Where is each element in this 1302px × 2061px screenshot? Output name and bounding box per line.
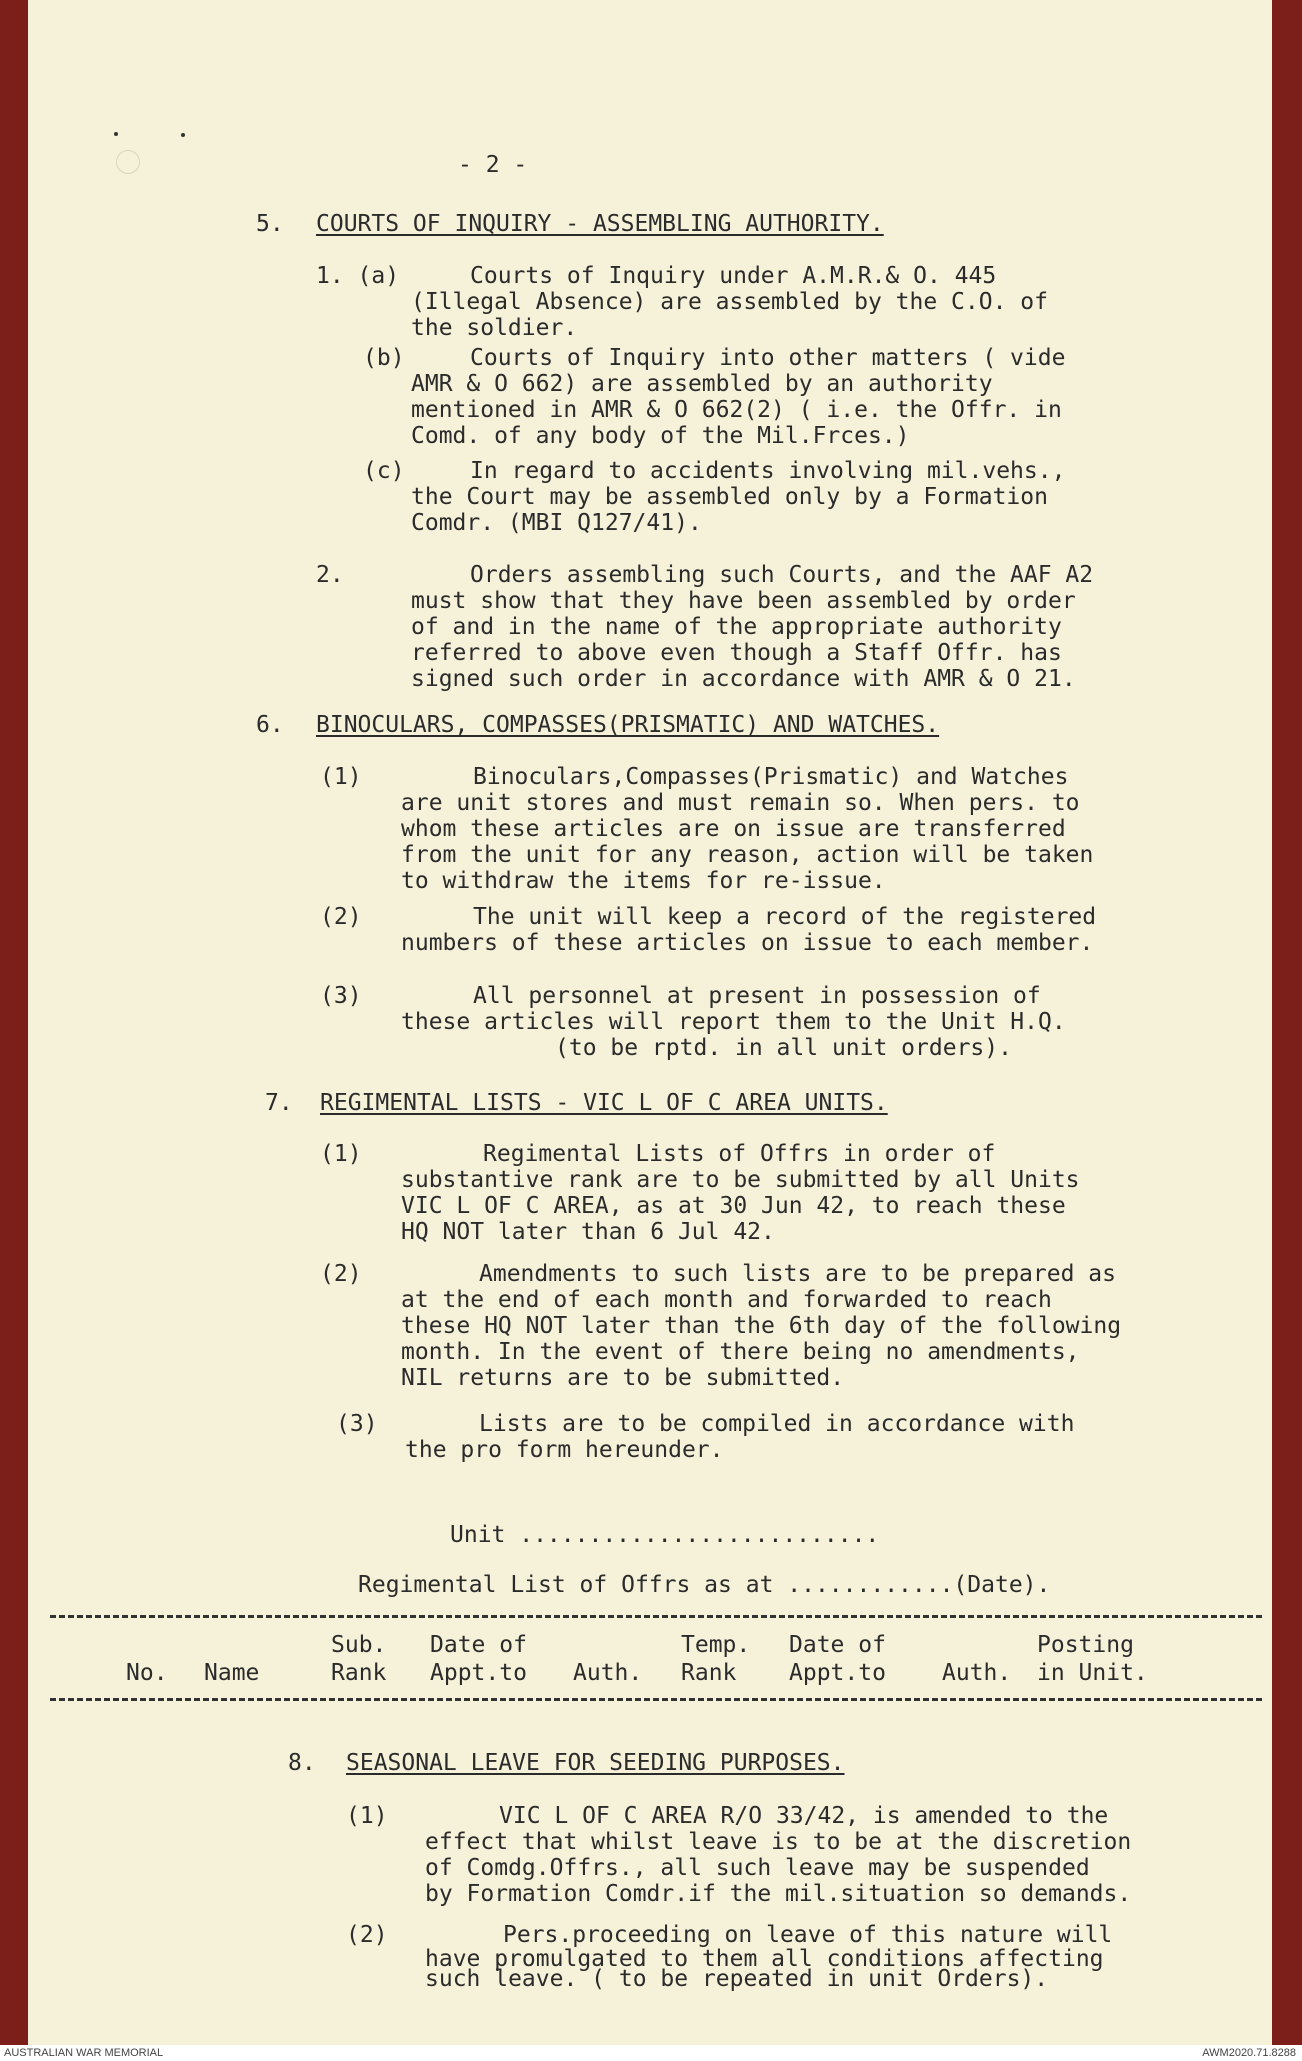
- para-7-1-line: Regimental Lists of Offrs in order of: [483, 1141, 996, 1167]
- col-date-appt-2: Appt.to: [430, 1660, 527, 1686]
- para-8-1-label: (1): [346, 1803, 388, 1829]
- para-6-3-label: (3): [320, 983, 362, 1009]
- table-top-rule: [50, 1615, 1262, 1618]
- para-5-1a-line: Courts of Inquiry under A.M.R.& O. 445: [470, 263, 997, 289]
- para-5-1b-label: (b): [363, 345, 405, 371]
- form-unit-line: Unit ..........................: [450, 1522, 880, 1548]
- para-5-2-label: 2.: [316, 562, 344, 588]
- para-5-1c-line: In regard to accidents involving mil.vehs.,: [470, 458, 1066, 484]
- para-8-2-label: (2): [346, 1922, 388, 1948]
- page-number: - 2 -: [458, 152, 528, 178]
- table-bottom-rule: [50, 1698, 1262, 1701]
- para-7-1-line: substantive rank are to be submitted by all Units: [401, 1167, 1080, 1193]
- col-auth2: Auth.: [942, 1660, 1012, 1686]
- para-5-1b-line: Comd. of any body of the Mil.Frces.): [411, 423, 910, 449]
- para-8-2-line: Pers.proceeding on leave of this nature will: [503, 1922, 1113, 1948]
- footer-accession-number: AWM2020.71.8288: [1202, 2047, 1296, 2059]
- para-7-2-line: Amendments to such lists are to be prepared as: [479, 1261, 1116, 1287]
- col-posting-1: Posting: [1037, 1632, 1134, 1658]
- section-5-number: 5.: [256, 211, 284, 237]
- paper-sheet: [28, 0, 1272, 2045]
- pin-hole-mark: [116, 150, 140, 174]
- section-8-number: 8.: [288, 1750, 316, 1776]
- para-6-1-line: whom these articles are on issue are transferred: [401, 816, 1066, 842]
- section-5-title: COURTS OF INQUIRY - ASSEMBLING AUTHORITY.: [316, 211, 884, 237]
- para-5-2-line: signed such order in accordance with AMR & O 21.: [411, 666, 1076, 692]
- para-5-2-line: of and in the name of the appropriate authority: [411, 614, 1062, 640]
- para-8-2-line: such leave. ( to be repeated in unit Orders).: [425, 1966, 1049, 1992]
- col-sub-rank-2: Rank: [331, 1660, 387, 1686]
- para-7-3-line: the pro form hereunder.: [405, 1437, 724, 1463]
- para-5-2-line: Orders assembling such Courts, and the AAF A2: [470, 562, 1094, 588]
- para-6-1-line: are unit stores and must remain so. When pers. to: [401, 790, 1080, 816]
- para-6-1-line: from the unit for any reason, action will be taken: [401, 842, 1094, 868]
- para-7-2-line: at the end of each month and forwarded to reach: [401, 1287, 1052, 1313]
- section-8-title: SEASONAL LEAVE FOR SEEDING PURPOSES.: [346, 1750, 845, 1776]
- para-6-2-line: The unit will keep a record of the registered: [473, 904, 1097, 930]
- para-7-2-label: (2): [320, 1261, 362, 1287]
- col-temp-rank-2: Rank: [681, 1660, 737, 1686]
- col-date-appt2-1: Date of: [789, 1632, 886, 1658]
- para-6-1-line: to withdraw the items for re-issue.: [401, 868, 886, 894]
- para-7-3-line: Lists are to be compiled in accordance with: [479, 1411, 1075, 1437]
- para-5-1b-line: AMR & O 662) are assembled by an authority: [411, 371, 993, 397]
- para-6-1-label: (1): [320, 764, 362, 790]
- col-no: No.: [126, 1660, 168, 1686]
- col-date-appt2-2: Appt.to: [789, 1660, 886, 1686]
- para-6-3-line: these articles will report them to the Unit H.Q.: [401, 1009, 1066, 1035]
- para-5-1b-line: Courts of Inquiry into other matters ( vide: [470, 345, 1066, 371]
- section-7-title: REGIMENTAL LISTS - VIC L OF C AREA UNITS.: [320, 1090, 888, 1116]
- para-7-2-line: month. In the event of there being no amendments,: [401, 1339, 1080, 1365]
- archive-footer: [0, 2045, 1302, 2061]
- para-8-1-line: by Formation Comdr.if the mil.situation so demands.: [425, 1881, 1132, 1907]
- para-8-1-line: VIC L OF C AREA R/O 33/42, is amended to the: [499, 1803, 1109, 1829]
- para-5-1a-label: 1. (a): [316, 263, 400, 289]
- col-name: Name: [204, 1660, 260, 1686]
- col-posting-2: in Unit.: [1037, 1660, 1148, 1686]
- form-title-line: Regimental List of Offrs as at ............(Date).: [358, 1572, 1051, 1598]
- footer-institution: AUSTRALIAN WAR MEMORIAL: [4, 2047, 164, 2059]
- para-5-1b-line: mentioned in AMR & O 662(2) ( i.e. the Offr. in: [411, 397, 1062, 423]
- para-7-1-line: VIC L OF C AREA, as at 30 Jun 42, to reach these: [401, 1193, 1066, 1219]
- para-8-1-line: effect that whilst leave is to be at the discretion: [425, 1829, 1132, 1855]
- para-5-1c-line: Comdr. (MBI Q127/41).: [411, 510, 702, 536]
- para-7-2-line: these HQ NOT later than the 6th day of the following: [401, 1313, 1122, 1339]
- para-7-1-label: (1): [320, 1141, 362, 1167]
- para-8-2-line: have promulgated to them all conditions affecting: [425, 1946, 1104, 1972]
- para-5-1a-line: the soldier.: [411, 315, 578, 341]
- para-5-1c-line: the Court may be assembled only by a Formation: [411, 484, 1048, 510]
- para-6-3-line: All personnel at present in possession of: [473, 983, 1041, 1009]
- col-date-appt-1: Date of: [430, 1632, 527, 1658]
- section-6-number: 6.: [256, 712, 284, 738]
- para-7-1-line: HQ NOT later than 6 Jul 42.: [401, 1219, 775, 1245]
- col-sub-rank-1: Sub.: [331, 1632, 387, 1658]
- para-6-3-line: (to be rptd. in all unit orders).: [555, 1035, 1012, 1061]
- para-8-1-line: of Comdg.Offrs., all such leave may be suspended: [425, 1855, 1090, 1881]
- section-7-number: 7.: [265, 1090, 293, 1116]
- col-temp-rank-1: Temp.: [681, 1632, 751, 1658]
- para-5-1a-line: (Illegal Absence) are assembled by the C.O. of: [411, 289, 1048, 315]
- para-5-2-line: must show that they have been assembled by order: [411, 588, 1076, 614]
- para-6-2-label: (2): [320, 904, 362, 930]
- punch-dot: [181, 133, 185, 137]
- para-5-2-line: referred to above even though a Staff Offr. has: [411, 640, 1062, 666]
- para-5-1c-label: (c): [363, 458, 405, 484]
- para-6-1-line: Binoculars,Compasses(Prismatic) and Watches: [473, 764, 1069, 790]
- para-6-2-line: numbers of these articles on issue to each member.: [401, 930, 1094, 956]
- section-6-title: BINOCULARS, COMPASSES(PRISMATIC) AND WATCHES.: [316, 712, 940, 738]
- para-7-3-label: (3): [336, 1411, 378, 1437]
- para-7-2-line: NIL returns are to be submitted.: [401, 1365, 845, 1391]
- col-auth: Auth.: [573, 1660, 643, 1686]
- punch-dot: [114, 132, 118, 136]
